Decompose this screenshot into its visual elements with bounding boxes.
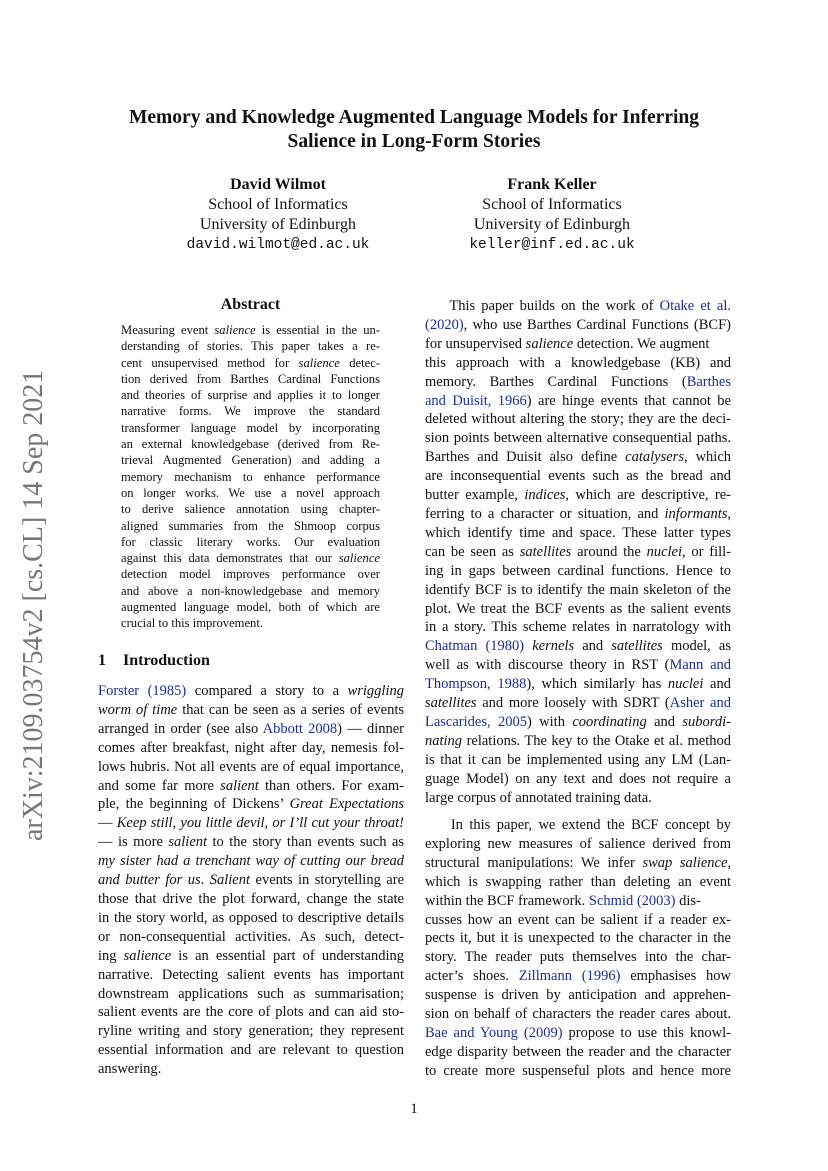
text-line: essential information and are relevant to question xyxy=(98,1042,404,1059)
text-line: can be seen as satellites around the nuclei, or fill- xyxy=(425,543,731,560)
text-line: worm of time that can be seen as a series of events xyxy=(98,701,404,718)
text-line: butter example, indices, which are descriptive, re- xyxy=(425,487,732,504)
text-line: derstanding of stories. This paper takes a re- xyxy=(121,339,380,354)
text-line: downstream applications such as summarisation; xyxy=(98,985,404,1002)
text-line: nating relations. The key to the Otake et al. method xyxy=(425,732,731,749)
text-line: and Duisit, 1966) are hinge events that cannot be xyxy=(425,392,731,409)
citation-link[interactable]: Barthes xyxy=(686,373,731,390)
text-line: transformer language model by incorporating xyxy=(121,420,380,435)
text-line: identify BCF is to identify the main skeleton of the xyxy=(425,581,731,598)
citation-link[interactable]: Bae and Young (2009) xyxy=(425,1024,563,1041)
author-email[interactable]: david.wilmot@ed.ac.uk xyxy=(186,237,370,253)
text-line: pects it, but it is unexpected to the character in the xyxy=(425,930,731,947)
text-line: Forster (1985) compared a story to a wriggling xyxy=(98,683,404,699)
abstract-body xyxy=(121,322,380,632)
text-line: large corpus of annotated training data. xyxy=(425,789,652,806)
author-name: David Wilmot xyxy=(230,176,326,193)
text-line: edge disparity between the reader and the character xyxy=(425,1043,731,1060)
citation-link[interactable]: (2020) xyxy=(425,316,464,333)
intro-paragraph-1 xyxy=(98,682,404,1079)
citation-link[interactable]: Asher and xyxy=(669,695,731,712)
paper-title xyxy=(0,106,828,154)
text-line: in the story world, as opposed to descriptive details xyxy=(98,909,404,926)
author-dept: School of Informatics xyxy=(208,196,348,213)
text-line: and some far more salient than others. For exam- xyxy=(98,777,404,794)
text-line: narrative. Detecting salient events has important xyxy=(98,966,404,983)
text-line: satellites and more loosely with SDRT (Asher and xyxy=(425,695,731,712)
text-line: this approach with a knowledgebase (KB) and xyxy=(425,354,731,371)
text-line: aligned summaries from the Shmoop corpus xyxy=(121,518,380,533)
text-line: suspense is driven by anticipation and apprehen- xyxy=(425,987,731,1004)
text-line: memory. Barthes Cardinal Functions (Barthes xyxy=(425,373,731,390)
text-line: Thompson, 1988), which similarly has nuclei and xyxy=(425,676,731,693)
title-line-1: Memory and Knowledge Augmented Language Models for Inferring xyxy=(129,107,699,128)
text-line: story. The reader puts themselves into the char- xyxy=(425,949,731,966)
text-line: are inconsequential events such as the bread and xyxy=(425,468,731,485)
text-line: sion points between alternative consequential paths. xyxy=(425,430,731,447)
text-line: — Keep still, you little devil, or I’ll cut your throat! xyxy=(98,815,405,832)
intro-paragraph-2 xyxy=(425,297,731,807)
author-affiliation: University of Edinburgh xyxy=(473,216,631,233)
author-block-1 xyxy=(148,175,408,255)
text-line: within the BCF framework. Schmid (2003) dis- xyxy=(425,892,701,909)
text-line: answering. xyxy=(98,1061,162,1078)
text-line: sion on behalf of characters the reader cares about. xyxy=(425,1006,731,1023)
text-line: ferring to a character or situation, and informants, xyxy=(425,505,731,522)
text-line: against this data demonstrates that our salience xyxy=(121,551,380,566)
text-line: plot. We treat the BCF events as the salient events xyxy=(425,600,731,617)
section-number: 1 xyxy=(98,652,106,669)
text-line: ple, the beginning of Dickens’ Great Expectations xyxy=(98,796,404,813)
text-line: on longer works. We use a novel approach xyxy=(121,485,380,500)
text-line: in a story. This scheme relates in narratology with xyxy=(425,619,731,636)
text-line: to derive salience annotation using chapter- xyxy=(121,502,380,517)
citation-link[interactable]: Abbott 2008 xyxy=(262,720,338,737)
section-title: Introduction xyxy=(123,652,210,669)
author-name: Frank Keller xyxy=(507,176,597,193)
text-line: and above a non-knowledgebase and memory xyxy=(121,583,380,598)
text-line: This paper builds on the work of Otake et al. xyxy=(425,298,731,314)
text-line: (2020), who use Barthes Cardinal Functions (BCF) xyxy=(425,316,731,333)
citation-link[interactable]: and Duisit, 1966 xyxy=(425,392,527,409)
text-line: those that drive the plot forward, change the state xyxy=(98,890,404,907)
text-line: ryline writing and story generation; they represent xyxy=(98,1023,404,1040)
text-line: trieval Augmented Generation) and adding a xyxy=(121,453,380,468)
text-line: memory mechanism to enhance performance xyxy=(121,469,380,484)
text-line: arranged in order (see also Abbott 2008) — dinner xyxy=(98,720,404,737)
text-line: and theories of surprise and applies it to longer xyxy=(121,388,380,403)
text-line: and butter for us. Salient events in storytelling are xyxy=(98,872,405,889)
text-line: an external knowledgebase (derived from Re- xyxy=(121,437,380,452)
page-number: 1 xyxy=(410,1101,418,1117)
text-line: tion derived from Barthes Cardinal Functions xyxy=(121,371,380,386)
text-line: Lascarides, 2005) with coordinating and subordi- xyxy=(425,713,731,730)
citation-link[interactable]: Thompson, 1988 xyxy=(425,676,527,693)
author-block-2 xyxy=(422,175,682,255)
citation-link[interactable]: Schmid (2003) xyxy=(588,892,676,909)
text-line: Bae and Young (2009) propose to use this knowl- xyxy=(425,1024,731,1041)
text-line: for unsupervised salience detection. We augment xyxy=(425,335,710,352)
arxiv-stamp: arXiv:2109.03754v2 [cs.CL] 14 Sep 2021 xyxy=(18,369,49,841)
text-line: In this paper, we extend the BCF concept by xyxy=(425,817,731,833)
text-line: cusses how an event can be salient if a reader ex- xyxy=(425,911,731,928)
text-line: which is swapping rather than deleting an event xyxy=(425,873,731,890)
citation-link[interactable]: Zillmann (1996) xyxy=(518,968,621,985)
text-line: salient events are the core of plots and can aid sto- xyxy=(98,1004,404,1021)
title-line-2: Salience in Long-Form Stories xyxy=(287,131,541,152)
text-line: ing salience is an essential part of understanding xyxy=(98,947,404,964)
text-line: lows hubris. Not all events are of equal importance, xyxy=(98,758,404,775)
text-line: or non-consequential activities. As such, detect- xyxy=(98,928,404,945)
citation-link[interactable]: Otake et al. xyxy=(659,298,731,314)
text-line: for classic literary works. Our evaluation xyxy=(121,534,380,549)
text-line: detection model improves performance over xyxy=(121,567,380,582)
text-line: narrative forms. We improve the standard xyxy=(121,404,380,419)
text-line: crucial to this improvement. xyxy=(121,616,263,631)
author-email[interactable]: keller@inf.ed.ac.uk xyxy=(469,237,635,253)
text-line: comes after breakfast, night after day, nemesis fol- xyxy=(98,739,404,756)
text-line: deleted without altering the story; they are the deci- xyxy=(425,411,731,428)
author-affiliation: University of Edinburgh xyxy=(199,216,357,233)
text-line: Chatman (1980) kernels and satellites model, as xyxy=(425,638,731,655)
citation-link[interactable]: Lascarides, 2005 xyxy=(425,713,527,730)
text-line: my sister had a trenchant way of cutting our bread xyxy=(98,853,404,870)
text-line: ing in gaps between cardinal functions. Hence to xyxy=(425,562,731,579)
text-line: cent unsupervised method for salience detec- xyxy=(121,355,380,370)
citation-link[interactable]: Forster (1985) xyxy=(98,683,187,699)
author-dept: School of Informatics xyxy=(482,196,622,213)
text-line: Barthes and Duisit also define catalysers, which xyxy=(425,449,732,466)
text-line: is that it can be implemented using any LM (Lan- xyxy=(425,751,731,768)
text-line: which identify time and space. These latter types xyxy=(425,524,731,541)
text-line: augmented language model, both of which are xyxy=(121,600,380,615)
citation-link[interactable]: Chatman (1980) xyxy=(425,638,525,655)
text-line: guage Model) on any text and does not require a xyxy=(425,770,731,787)
section-heading xyxy=(98,652,210,670)
text-line: to create more suspenseful plots and hence more xyxy=(425,1062,731,1079)
intro-paragraph-3 xyxy=(425,816,731,1081)
text-line: Measuring event salience is essential in the un- xyxy=(121,323,380,337)
citation-link[interactable]: Mann and xyxy=(669,657,732,674)
text-line: well as with discourse theory in RST (Mann and xyxy=(425,657,732,674)
text-line: — is more salient to the story than events such as xyxy=(98,834,404,851)
abstract-heading: Abstract xyxy=(220,296,281,313)
text-line: acter’s shoes. Zillmann (1996) emphasises how xyxy=(425,968,731,985)
text-line: structural manipulations: We infer swap salience, xyxy=(425,854,732,871)
text-line: exploring new measures of salience derived from xyxy=(425,835,731,852)
